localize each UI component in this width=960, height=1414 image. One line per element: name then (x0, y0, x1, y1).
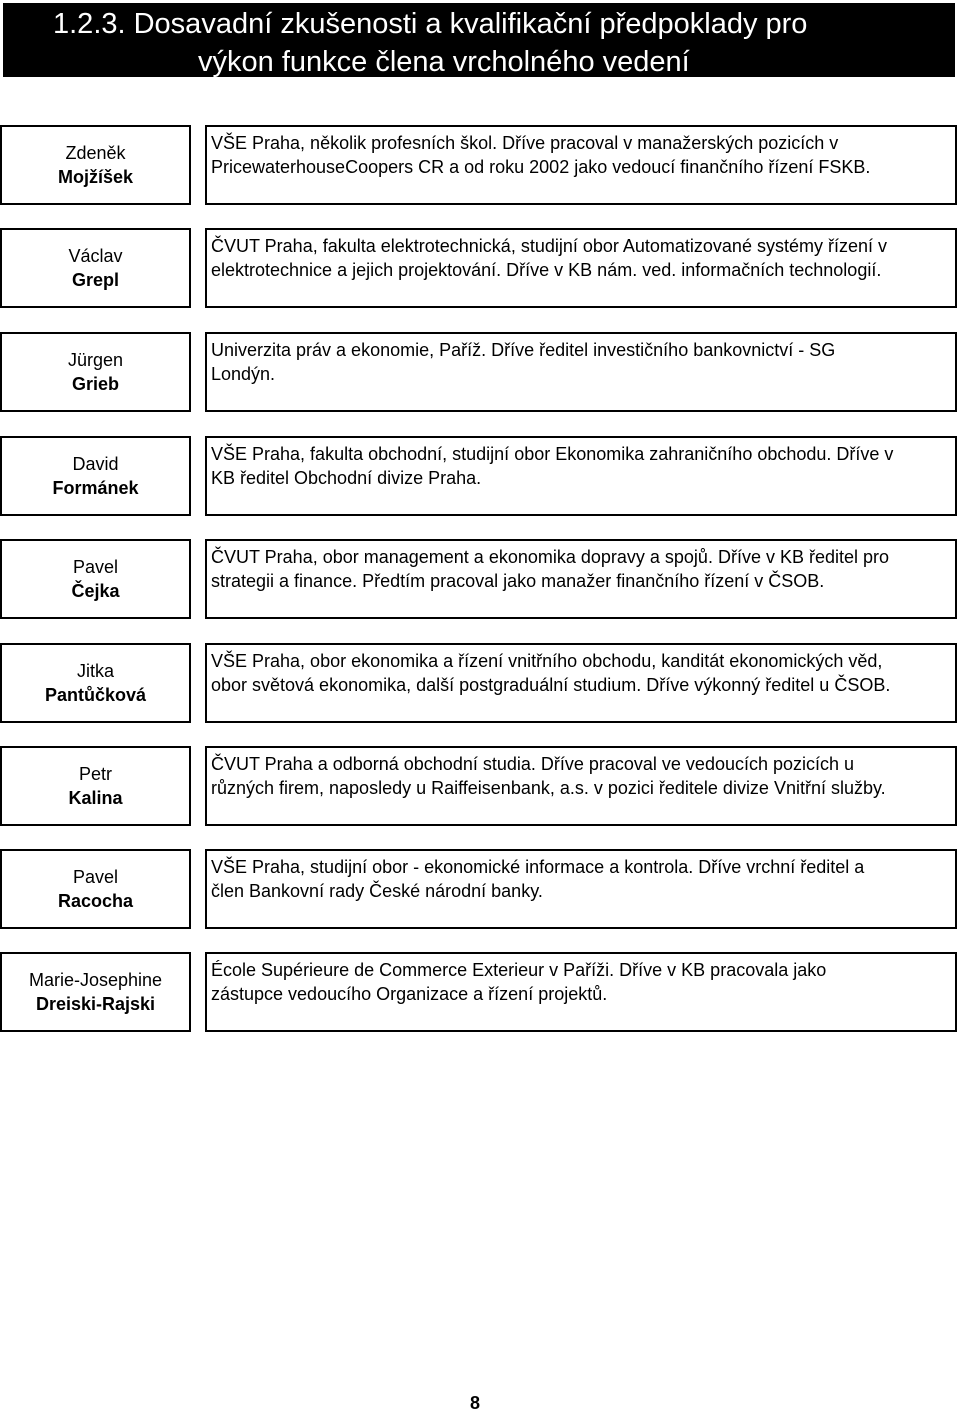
member-description: VŠE Praha, několik profesních škol. Dříve pracoval v manažerských pozicích v PricewaterhouseCoopers CR a od roku 2002 jako vedoucí finančního řízení FSKB. (211, 133, 871, 177)
member-row-racocha (0, 849, 960, 931)
member-last-name: Čejka (71, 581, 120, 601)
member-name-box (0, 228, 191, 308)
member-description: VŠE Praha, fakulta obchodní, studijní obor Ekonomika zahraničního obchodu. Dříve v KB ředitel Obchodní divize Praha. (211, 444, 894, 488)
member-description: VŠE Praha, studijní obor - ekonomické informace a kontrola. Dříve vrchní ředitel a člen Bankovní rady České národní banky. (211, 857, 865, 901)
member-last-name: Pantůčková (44, 685, 147, 705)
member-row-grieb (0, 332, 960, 414)
member-description: École Supérieure de Commerce Exterieur v Paříži. Dříve v KB pracovala jako zástupce vedoucího Organizace a řízení projektů. (211, 960, 827, 1004)
member-description-box (205, 746, 957, 826)
member-description-box (205, 332, 957, 412)
member-name-box (0, 332, 191, 412)
member-description: Univerzita práv a ekonomie, Paříž. Dříve ředitel investičního bankovnictví - SG Londýn. (211, 340, 836, 384)
member-description-box (205, 952, 957, 1032)
member-last-name: Formánek (52, 478, 139, 498)
member-description: ČVUT Praha, fakulta elektrotechnická, studijní obor Automatizované systémy řízení v elektrotechnice a jejich projektování. Dříve v KB nám. ved. informačních technologií. (211, 236, 887, 280)
member-first-name: Jitka (76, 661, 114, 681)
member-last-name: Racocha (57, 891, 134, 911)
member-name-box (0, 436, 191, 516)
member-last-name: Grieb (71, 374, 119, 394)
member-last-name: Kalina (68, 788, 123, 808)
page-number: 8 (470, 1393, 481, 1413)
member-last-name: Grepl (71, 270, 119, 290)
member-row-grepl (0, 228, 960, 310)
member-last-name: Mojžíšek (57, 167, 134, 187)
member-description: VŠE Praha, obor ekonomika a řízení vnitřního obchodu, kanditát ekonomických věd, obor světová ekonomika, další postgraduální studium. Dříve výkonný ředitel u ČSOB. (211, 651, 891, 695)
member-row-pantuckova (0, 643, 960, 725)
member-row-kalina (0, 746, 960, 828)
member-description-box (205, 228, 957, 308)
member-first-name: Marie-Josephine (28, 970, 163, 990)
member-name-box (0, 952, 191, 1032)
member-row-dreiski-rajski (0, 952, 960, 1034)
member-first-name: Petr (78, 764, 112, 784)
member-description: ČVUT Praha a odborná obchodní studia. Dříve pracoval ve vedoucích pozicích u různých firem, naposledy u Raiffeisenbank, a.s. v pozici ředitele divize Vnitřní služby. (211, 754, 886, 798)
member-description-box (205, 643, 957, 723)
member-row-cejka (0, 539, 960, 621)
member-description-box (205, 539, 957, 619)
member-name-box (0, 539, 191, 619)
member-row-mojzisek (0, 125, 960, 207)
member-description-box (205, 849, 957, 929)
member-name-box (0, 125, 191, 205)
member-description: ČVUT Praha, obor management a ekonomika dopravy a spojů. Dříve v KB ředitel pro strategii a finance. Předtím pracoval jako manažer finančního řízení v ČSOB. (211, 547, 890, 591)
member-first-name: Pavel (72, 557, 119, 577)
member-first-name: Václav (68, 246, 123, 266)
member-name-box (0, 746, 191, 826)
section-header (3, 3, 955, 77)
section-title-line-1: 1.2.3. Dosavadní zkušenosti a kvalifikační předpoklady pro (53, 8, 808, 40)
member-description-box (205, 125, 957, 205)
section-title-line-2: výkon funkce člena vrcholného vedení (198, 46, 690, 78)
member-name-box (0, 849, 191, 929)
member-last-name: Dreiski-Rajski (35, 994, 156, 1014)
member-first-name: David (72, 454, 119, 474)
member-name-box (0, 643, 191, 723)
member-first-name: Pavel (72, 867, 119, 887)
member-first-name: Jürgen (67, 350, 124, 370)
member-row-formanek (0, 436, 960, 518)
member-first-name: Zdeněk (65, 143, 126, 163)
member-description-box (205, 436, 957, 516)
